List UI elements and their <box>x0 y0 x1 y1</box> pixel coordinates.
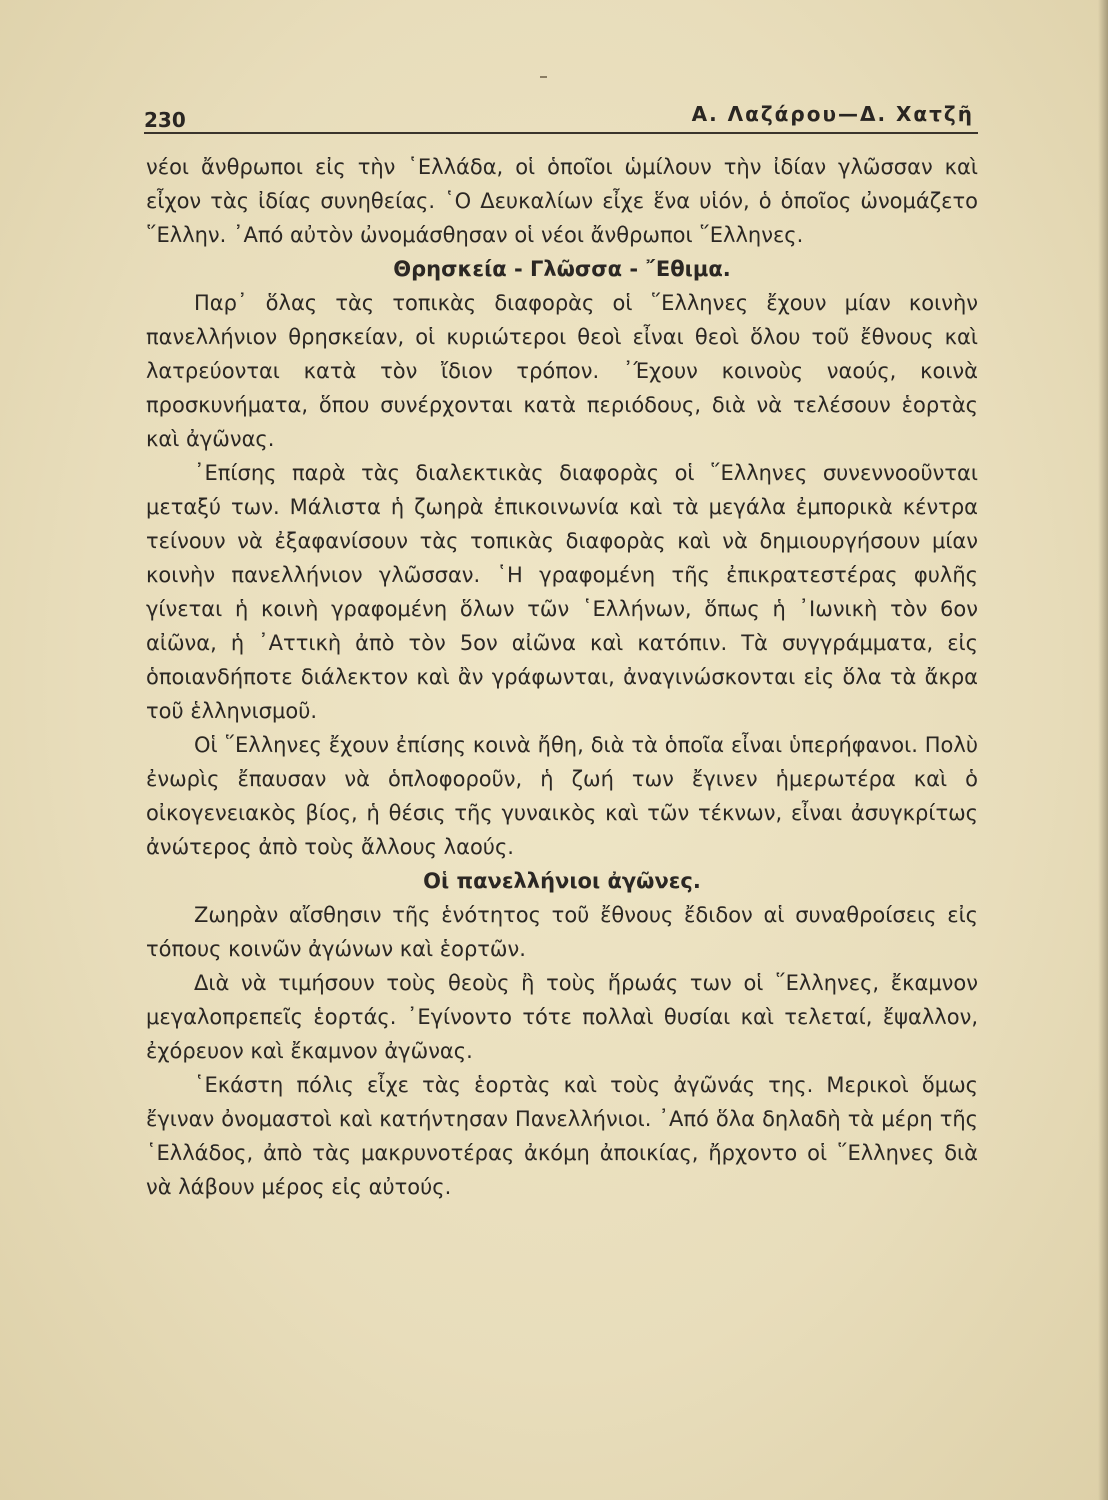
running-head: Α. Λαζάρου—Δ. Χατζῆ <box>691 102 974 126</box>
paragraph-gatherings: Ζωηρὰν αἴσθησιν τῆς ἑνότητος τοῦ ἔθνους ἔδιδον αἱ συναθροίσεις εἰς τόπους κοινῶν ἀγώνων καὶ ἑορτῶν. <box>146 903 978 961</box>
paragraph-panhellenic: ῾Εκάστη πόλις εἶχε τὰς ἑορτὰς καὶ τοὺς ἀγῶνάς της. Μερικοὶ ὅμως ἔγιναν ὀνομαστοὶ καὶ κατήντησαν Πανελλήνιοι. ᾿Από ὅλα δηλαδὴ τὰ μέρη τῆς ῾Ελλάδος, ἀπὸ τὰς μακρυνοτέρας ἀκόμη ἀποικίας, ἤρχοντο οἱ ῞Ελληνες διὰ νὰ λάβουν μέρος εἰς αὐτούς. <box>146 1073 978 1199</box>
paragraph-customs: Οἱ ῞Ελληνες ἔχουν ἐπίσης κοινὰ ἤθη, διὰ τὰ ὁποῖα εἶναι ὑπερήφανοι. Πολὺ ἐνωρὶς ἔπαυσαν νὰ ὁπλοφοροῦν, ἡ ζωή των ἔγινεν ἡμερωτέρα καὶ ὁ οἰκογενειακὸς βίος, ἡ θέσις τῆς γυναικὸς καὶ τῶν τέκνων, εἶναι ἀσυγκρίτως ἀνώτερος ἀπὸ τοὺς ἄλλους λαούς. <box>146 733 978 859</box>
print-speck <box>540 76 547 78</box>
body-text <box>146 150 978 1204</box>
page-header <box>144 102 978 136</box>
paragraph-festivals: Διὰ νὰ τιμήσουν τοὺς θεοὺς ἢ τοὺς ἥρωάς των οἱ ῞Ελληνες, ἔκαμνον μεγαλοπρεπεῖς ἑορτάς. ᾿Εγίνοντο τότε πολλαὶ θυσίαι καὶ τελεταί, ἔψαλλον, ἐχόρευον καὶ ἔκαμνον ἀγῶνας. <box>146 971 978 1063</box>
section-heading-panhellenic-games: Οἱ πανελλήνιοι ἀγῶνες. <box>423 869 701 893</box>
paragraph-language: ᾿Επίσης παρὰ τὰς διαλεκτικὰς διαφορὰς οἱ ῞Ελληνες συνεννοοῦνται μεταξύ των. Μάλιστα ἡ ζωηρὰ ἐπικοινωνία καὶ τὰ μεγάλα ἐμπορικὰ κέντρα τείνουν νὰ ἐξαφανίσουν τὰς τοπικὰς διαφορὰς καὶ νὰ δημιουργήσουν μίαν κοινὴν πανελλήνιον γλῶσσαν. ῾Η γραφομένη τῆς ἐπικρατεστέρας φυλῆς γίνεται ἡ κοινὴ γραφομένη ὅλων τῶν ῾Ελλήνων, ὅπως ἡ ᾿Ιωνικὴ τὸν 6ον αἰῶνα, ἡ ᾿Αττικὴ ἀπὸ τὸν 5ον αἰῶνα καὶ κατόπιν. Τὰ συγγράμματα, εἰς ὁποιανδήποτε διάλεκτον καὶ ἂν γράφωνται, ἀναγινώσκονται εἰς ὅλα τὰ ἄκρα τοῦ ἑλληνισμοῦ. <box>146 461 978 723</box>
paragraph-intro: νέοι ἄνθρωποι εἰς τὴν ῾Ελλάδα, οἱ ὁποῖοι ὡμίλουν τὴν ἰδίαν γλῶσσαν καὶ εἶχον τὰς ἰδίας συνηθείας. ῾Ο Δευκαλίων εἶχε ἕνα υἱόν, ὁ ὁποῖος ὠνομάζετο ῞Ελλην. ᾿Από αὐτὸν ὠνομάσθησαν οἱ νέοι ἄνθρωποι ῞Ελληνες. <box>146 155 978 247</box>
paragraph-religion: Παρ᾿ ὅλας τὰς τοπικὰς διαφορὰς οἱ ῞Ελληνες ἔχουν μίαν κοινὴν πανελλήνιον θρησκείαν, οἱ κυριώτεροι θεοὶ εἶναι θεοὶ ὅλου τοῦ ἔθνους καὶ λατρεύονται κατὰ τὸν ἴδιον τρόπον. ᾿Έχουν κοινοὺς ναούς, κοινὰ προσκυνήματα, ὅπου συνέρχονται κατὰ περιόδους, διὰ νὰ τελέσουν ἑορτὰς καὶ ἀγῶνας. <box>146 291 978 451</box>
page-edge-shadow <box>1098 0 1108 1500</box>
page-number: 230 <box>144 108 186 132</box>
header-rule <box>144 132 978 134</box>
section-heading-religion-language-customs: Θρησκεία - Γλῶσσα - ῎Εθιμα. <box>393 257 731 281</box>
